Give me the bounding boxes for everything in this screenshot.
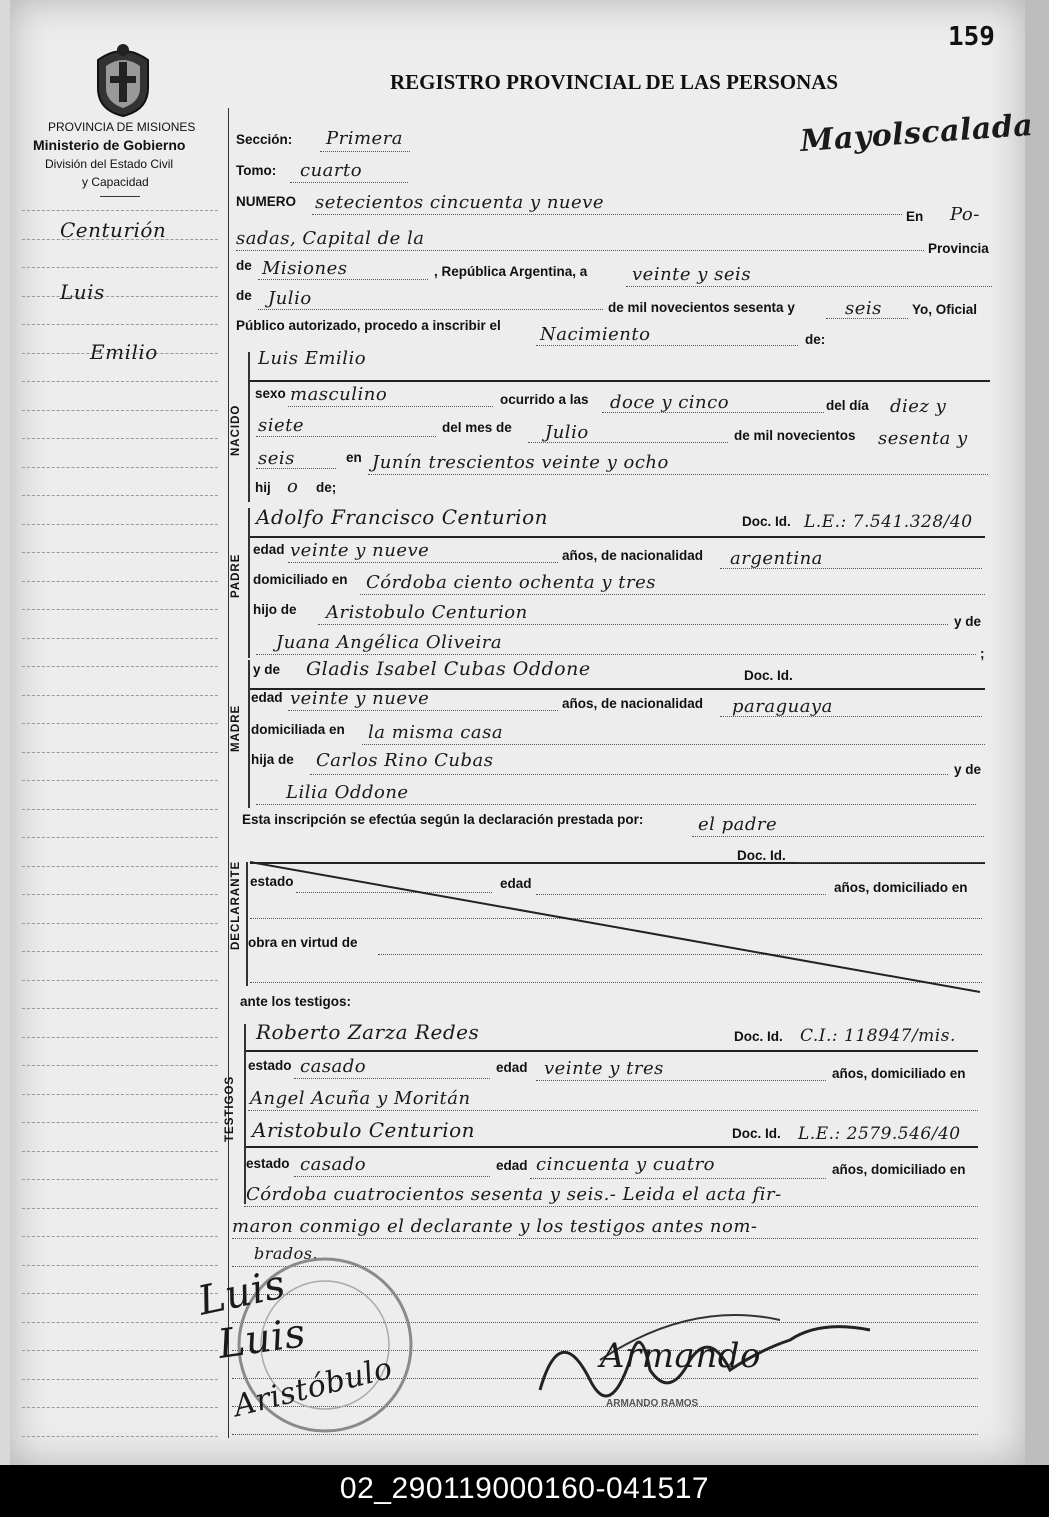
margin-ruled-line <box>22 1008 218 1009</box>
sexo-value: masculino <box>290 384 388 405</box>
testigo1-name: Roberto Zarza Redes <box>256 1020 480 1044</box>
testigo2-domicilio: Córdoba cuatrocientos sesenta y seis.- Leida el acta fir- <box>246 1184 782 1205</box>
testigos-section-label: TESTIGOS <box>224 1075 236 1142</box>
anio-value-1: sesenta y <box>878 428 968 449</box>
margin-ruled-line <box>22 1208 218 1209</box>
tomo-label: Tomo: <box>236 163 277 178</box>
de3-label: de: <box>805 332 826 347</box>
testigo2-estado-value: casado <box>300 1154 367 1175</box>
scan-identifier: 02_290119000160-041517 <box>339 1472 710 1505</box>
testigo1-estado-value: casado <box>300 1056 367 1077</box>
year-label: de mil novecientos sesenta y <box>608 300 795 315</box>
padre-domicilio-label: domiciliado en <box>253 572 348 587</box>
margin-ruled-line <box>22 296 218 297</box>
numero-value: setecientos cincuenta y nueve <box>315 192 604 213</box>
margin-ruled-line <box>22 1065 218 1066</box>
margin-ruled-line <box>22 695 218 696</box>
hij-value: o <box>287 476 299 497</box>
anio-value-2: seis <box>258 448 295 469</box>
acto-value: Nacimiento <box>540 324 651 345</box>
closing-line-3: brados. <box>254 1244 319 1263</box>
margin-first-name: Luis <box>60 280 105 304</box>
padre-edad-value: veinte y nueve <box>290 540 430 561</box>
de2-label: de <box>236 288 252 303</box>
madre-nacionalidad-value: paraguaya <box>732 696 833 717</box>
testigos-label: ante los testigos: <box>240 994 352 1009</box>
margin-ruled-line <box>22 210 218 211</box>
testigo2-anos-label: años, domiciliado en <box>832 1162 966 1177</box>
margin-ruled-line <box>22 1436 218 1437</box>
dia-value-2: siete <box>258 415 305 436</box>
margin-ruled-line <box>22 980 218 981</box>
margin-ruled-line <box>22 381 218 382</box>
padre-nacionalidad-value: argentina <box>730 548 823 569</box>
margin-ruled-line <box>22 609 218 610</box>
declarante-estado-label: estado <box>250 874 294 889</box>
madre-anos-label: años, de nacionalidad <box>562 696 704 711</box>
ocurrido-label: ocurrido a las <box>500 392 589 407</box>
padre-semicolon: ; <box>980 646 985 661</box>
mes-value: Julio <box>545 422 589 443</box>
margin-ruled-line <box>22 809 218 810</box>
margin-ruled-line <box>22 1037 218 1038</box>
padre-edad-label: edad <box>253 542 285 557</box>
padre-y-de-label: y de <box>954 614 982 629</box>
testigo1-anos-label: años, domiciliado en <box>832 1066 966 1081</box>
madre-edad-label: edad <box>251 690 283 705</box>
division-line-1: División del Estado Civil <box>45 157 174 171</box>
divider <box>100 196 140 197</box>
madre-abuelo-value: Carlos Rino Cubas <box>316 750 494 771</box>
madre-name: Gladis Isabel Cubas Oddone <box>306 658 591 680</box>
margin-ruled-line <box>22 1265 218 1266</box>
del-dia-label: del día <box>826 398 869 413</box>
padre-abuelo-value: Aristobulo Centurion <box>326 602 528 623</box>
padre-doc-label: Doc. Id. <box>742 514 791 529</box>
ministry-name: Ministerio de Gobierno <box>33 137 186 153</box>
declarante-section-label: DECLARANTE <box>230 860 242 950</box>
madre-edad-value: veinte y nueve <box>290 688 430 709</box>
column-rule <box>228 108 229 1438</box>
padre-doc-value: L.E.: 7.541.328/40 <box>804 512 973 532</box>
mil-label: de mil novecientos <box>734 428 856 443</box>
padre-section-label: PADRE <box>230 553 242 598</box>
margin-ruled-line <box>22 1122 218 1123</box>
margin-ruled-line <box>22 866 218 867</box>
madre-domicilio-value: la misma casa <box>368 722 504 743</box>
tomo-value: cuarto <box>300 160 363 181</box>
testigo1-doc-value: C.I.: 118947/mis. <box>800 1026 956 1046</box>
margin-ruled-line <box>22 495 218 496</box>
madre-hija-label: hija de <box>251 752 294 767</box>
testigo1-edad-label: edad <box>496 1060 528 1075</box>
madre-domicilio-label: domiciliada en <box>251 722 345 737</box>
margin-ruled-line <box>22 780 218 781</box>
testigo2-edad-value: cincuenta y cuatro <box>536 1154 716 1175</box>
margin-ruled-line <box>22 1379 218 1380</box>
padre-anos-label: años, de nacionalidad <box>562 548 704 563</box>
province-value: Misiones <box>262 258 348 279</box>
declaracion-label: Esta inscripción se efectúa según la declaración prestada por: <box>242 812 644 827</box>
margin-middle-name: Emilio <box>90 340 158 364</box>
mes-label: del mes de <box>442 420 512 435</box>
margin-ruled-line <box>22 438 218 439</box>
madre-y-de-label-2: y de <box>954 762 982 777</box>
division-line-2: y Capacidad <box>82 175 149 189</box>
lugar-value: Junín trescientos veinte y ocho <box>372 452 669 473</box>
en-value: Po- <box>950 204 980 225</box>
declarante-doc-label: Doc. Id. <box>737 848 786 863</box>
nacido-section-label: NACIDO <box>230 404 242 456</box>
testigo2-doc-value: L.E.: 2579.546/40 <box>798 1124 961 1144</box>
margin-ruled-line <box>22 524 218 525</box>
page-edge <box>1025 0 1049 1465</box>
province-name: PROVINCIA DE MISIONES <box>48 120 196 134</box>
margin-ruled-line <box>22 752 218 753</box>
margin-ruled-line <box>22 1236 218 1237</box>
declarante-anos-label: años, domiciliado en <box>834 880 968 895</box>
margin-ruled-line <box>22 1179 218 1180</box>
page-number: 159 <box>948 22 995 52</box>
margin-ruled-line <box>22 837 218 838</box>
testigo1-estado-label: estado <box>248 1058 292 1073</box>
top-signature: Mayolscalada <box>799 107 1035 160</box>
padre-bracket <box>248 508 250 658</box>
margin-ruled-line <box>22 467 218 468</box>
seccion-value: Primera <box>326 128 404 149</box>
official-stamp: ARMANDO RAMOS <box>606 1398 699 1409</box>
hij-de-label: de; <box>316 480 337 495</box>
republica-label: , República Argentina, a <box>434 264 588 279</box>
numero-label: NUMERO <box>236 194 296 209</box>
official-signature: Armando <box>600 1336 761 1376</box>
signature-2: Luis <box>215 1310 309 1368</box>
margin-ruled-line <box>22 723 218 724</box>
margin-ruled-line <box>22 923 218 924</box>
padre-abuela-value: Juana Angélica Oliveira <box>276 632 503 653</box>
margin-ruled-line <box>22 1322 218 1323</box>
margin-ruled-line <box>22 894 218 895</box>
padre-domicilio-value: Córdoba ciento ochenta y tres <box>366 572 656 593</box>
testigo1-domicilio: Angel Acuña y Moritán <box>250 1088 471 1109</box>
margin-ruled-line <box>22 410 218 411</box>
madre-doc-label: Doc. Id. <box>744 668 793 683</box>
hora-value: doce y cinco <box>610 392 730 413</box>
declarante-obra-label: obra en virtud de <box>248 935 358 950</box>
coat-of-arms-icon <box>92 40 154 118</box>
lugar-label: en <box>346 450 362 465</box>
sexo-label: sexo <box>255 386 286 401</box>
signature-3: Aristóbulo <box>230 1350 397 1425</box>
padre-name: Adolfo Francisco Centurion <box>256 505 549 529</box>
margin-ruled-line <box>22 1094 218 1095</box>
publico-label: Público autorizado, procedo a inscribir el <box>236 318 501 333</box>
day-value: veinte y seis <box>632 264 752 285</box>
testigo2-name: Aristobulo Centurion <box>252 1118 476 1142</box>
testigo2-doc-label: Doc. Id. <box>732 1126 781 1141</box>
closing-line-2: maron conmigo el declarante y los testigos antes nom- <box>232 1216 758 1237</box>
madre-section-label: MADRE <box>230 704 242 752</box>
en-label: En <box>906 209 924 224</box>
testigo2-edad-label: edad <box>496 1158 528 1173</box>
margin-ruled-line <box>22 324 218 325</box>
registry-title: REGISTRO PROVINCIAL DE LAS PERSONAS <box>390 70 839 94</box>
madre-bracket <box>248 660 250 808</box>
dia-value-1: diez y <box>890 396 947 417</box>
madre-abuela-value: Lilia Oddone <box>286 782 409 803</box>
hij-label: hij <box>255 480 271 495</box>
nacido-name: Luis Emilio <box>258 348 367 369</box>
margin-ruled-line <box>22 638 218 639</box>
de-label: de <box>236 258 252 273</box>
margin-ruled-line <box>22 1151 218 1152</box>
margin-ruled-line <box>22 267 218 268</box>
madre-y-de-label: y de <box>253 662 281 677</box>
declaracion-value: el padre <box>698 814 778 835</box>
testigos-bracket <box>244 1024 246 1204</box>
oficial-label: Yo, Oficial <box>912 302 978 317</box>
margin-ruled-line <box>22 1407 218 1408</box>
margin-surname: Centurión <box>60 218 167 242</box>
provincia-label: Provincia <box>928 241 989 256</box>
padre-hijo-label: hijo de <box>253 602 297 617</box>
declarante-edad-label: edad <box>500 876 532 891</box>
testigo1-edad-value: veinte y tres <box>544 1058 664 1079</box>
margin-ruled-line <box>22 552 218 553</box>
margin-ruled-line <box>22 1350 218 1351</box>
margin-ruled-line <box>22 951 218 952</box>
seccion-label: Sección: <box>236 132 293 147</box>
city-value: sadas, Capital de la <box>236 228 425 249</box>
signature-1: Luis <box>194 1261 290 1325</box>
year-value: seis <box>845 298 882 319</box>
margin-ruled-line <box>22 581 218 582</box>
nacido-bracket <box>248 352 250 502</box>
cross-out-line <box>246 858 986 998</box>
testigo2-estado-label: estado <box>246 1156 290 1171</box>
margin-ruled-line <box>22 666 218 667</box>
margin-ruled-line <box>22 1293 218 1294</box>
month-value: Julio <box>268 288 312 309</box>
testigo1-doc-label: Doc. Id. <box>734 1029 783 1044</box>
